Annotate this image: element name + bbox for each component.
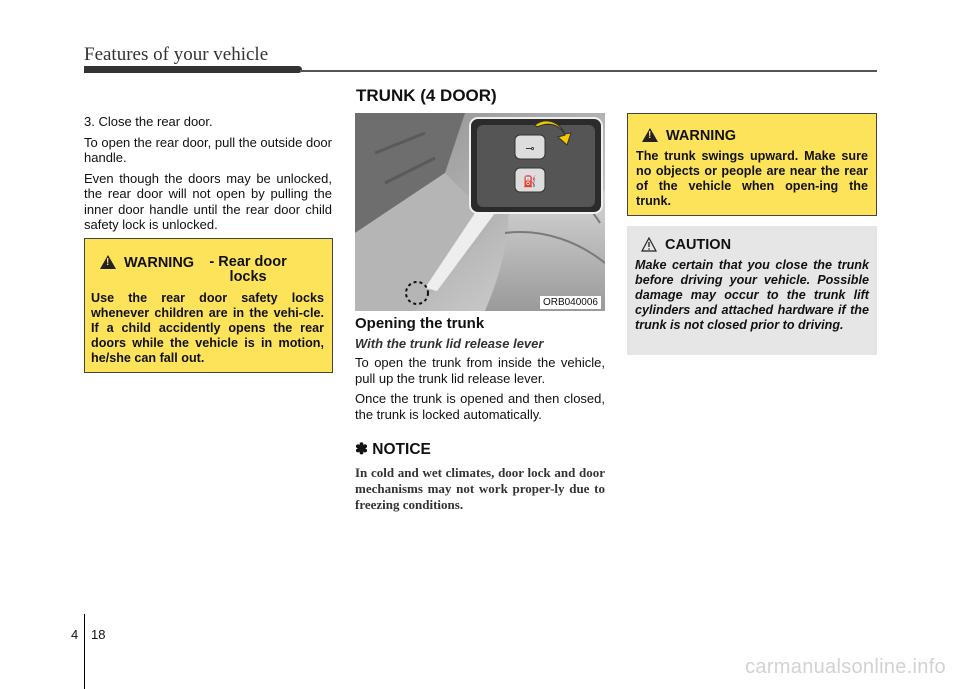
instruction-step: 3. Close the rear door. [84,114,213,129]
chapter-number: 4 [71,627,79,642]
warning-text: Use the rear door safety locks whenever children are in the vehi-cle. If a child accidently opens the rear doors while the vehicle is in motion, he/she can fall out. [91,291,324,365]
caution-icon [641,237,657,252]
image-code-label: ORB040006 [540,296,601,309]
notice-text: In cold and wet climates, door lock and door mechanisms may not work proper-ly due to freezing conditions. [355,465,605,512]
trunk-release-lever-photo [355,113,605,311]
subsection-subheading: With the trunk lid release lever [355,336,544,351]
caution-box [627,226,877,355]
svg-text:⛽: ⛽ [523,175,537,188]
caution-text: Make certain that you close the trunk before driving your vehicle. Possible damage may occur to the trunk lift cylinders and attached hardware if the trunk is not closed prior to driving. [635,258,869,332]
subsection-heading: Opening the trunk [355,315,485,332]
paragraph: To open the rear door, pull the outside door handle. [84,134,332,165]
caution-label: CAUTION [665,237,732,253]
header-rule [300,70,877,72]
warning-subtitle: - Rear door locks [209,254,287,285]
footer-divider [84,614,85,689]
warning-icon [100,255,116,269]
notice-heading: ✽ NOTICE [355,441,431,458]
warning-box-trunk [627,113,877,216]
page-number: 18 [91,627,106,642]
header-bar [84,66,302,73]
left-column [84,114,332,238]
warning-icon [642,128,658,142]
paragraph: Once the trunk is opened and then closed, the trunk is locked automatically. [355,391,605,422]
car-interior-illustration [355,113,605,311]
warning-label: WARNING [666,128,737,144]
paragraph: Even though the doors may be unlocked, the rear door will not open by pulling the inner door handle until the rear door child safety lock is unlocked. [84,170,332,232]
middle-column [355,315,605,513]
watermark: carmanualsonline.info [745,656,946,678]
section-title: TRUNK (4 DOOR) [356,86,497,105]
paragraph: To open the trunk from inside the vehicle, pull up the trunk lid release lever. [355,355,605,386]
svg-text:⊸: ⊸ [525,142,535,155]
page-header-title: Features of your vehicle [84,44,269,65]
warning-text: The trunk swings upward. Make sure no objects or people are near the rear of the vehicle when open-ing the trunk. [636,149,868,208]
warning-label: WARNING [124,255,195,271]
warning-box-rear-door [84,238,333,373]
